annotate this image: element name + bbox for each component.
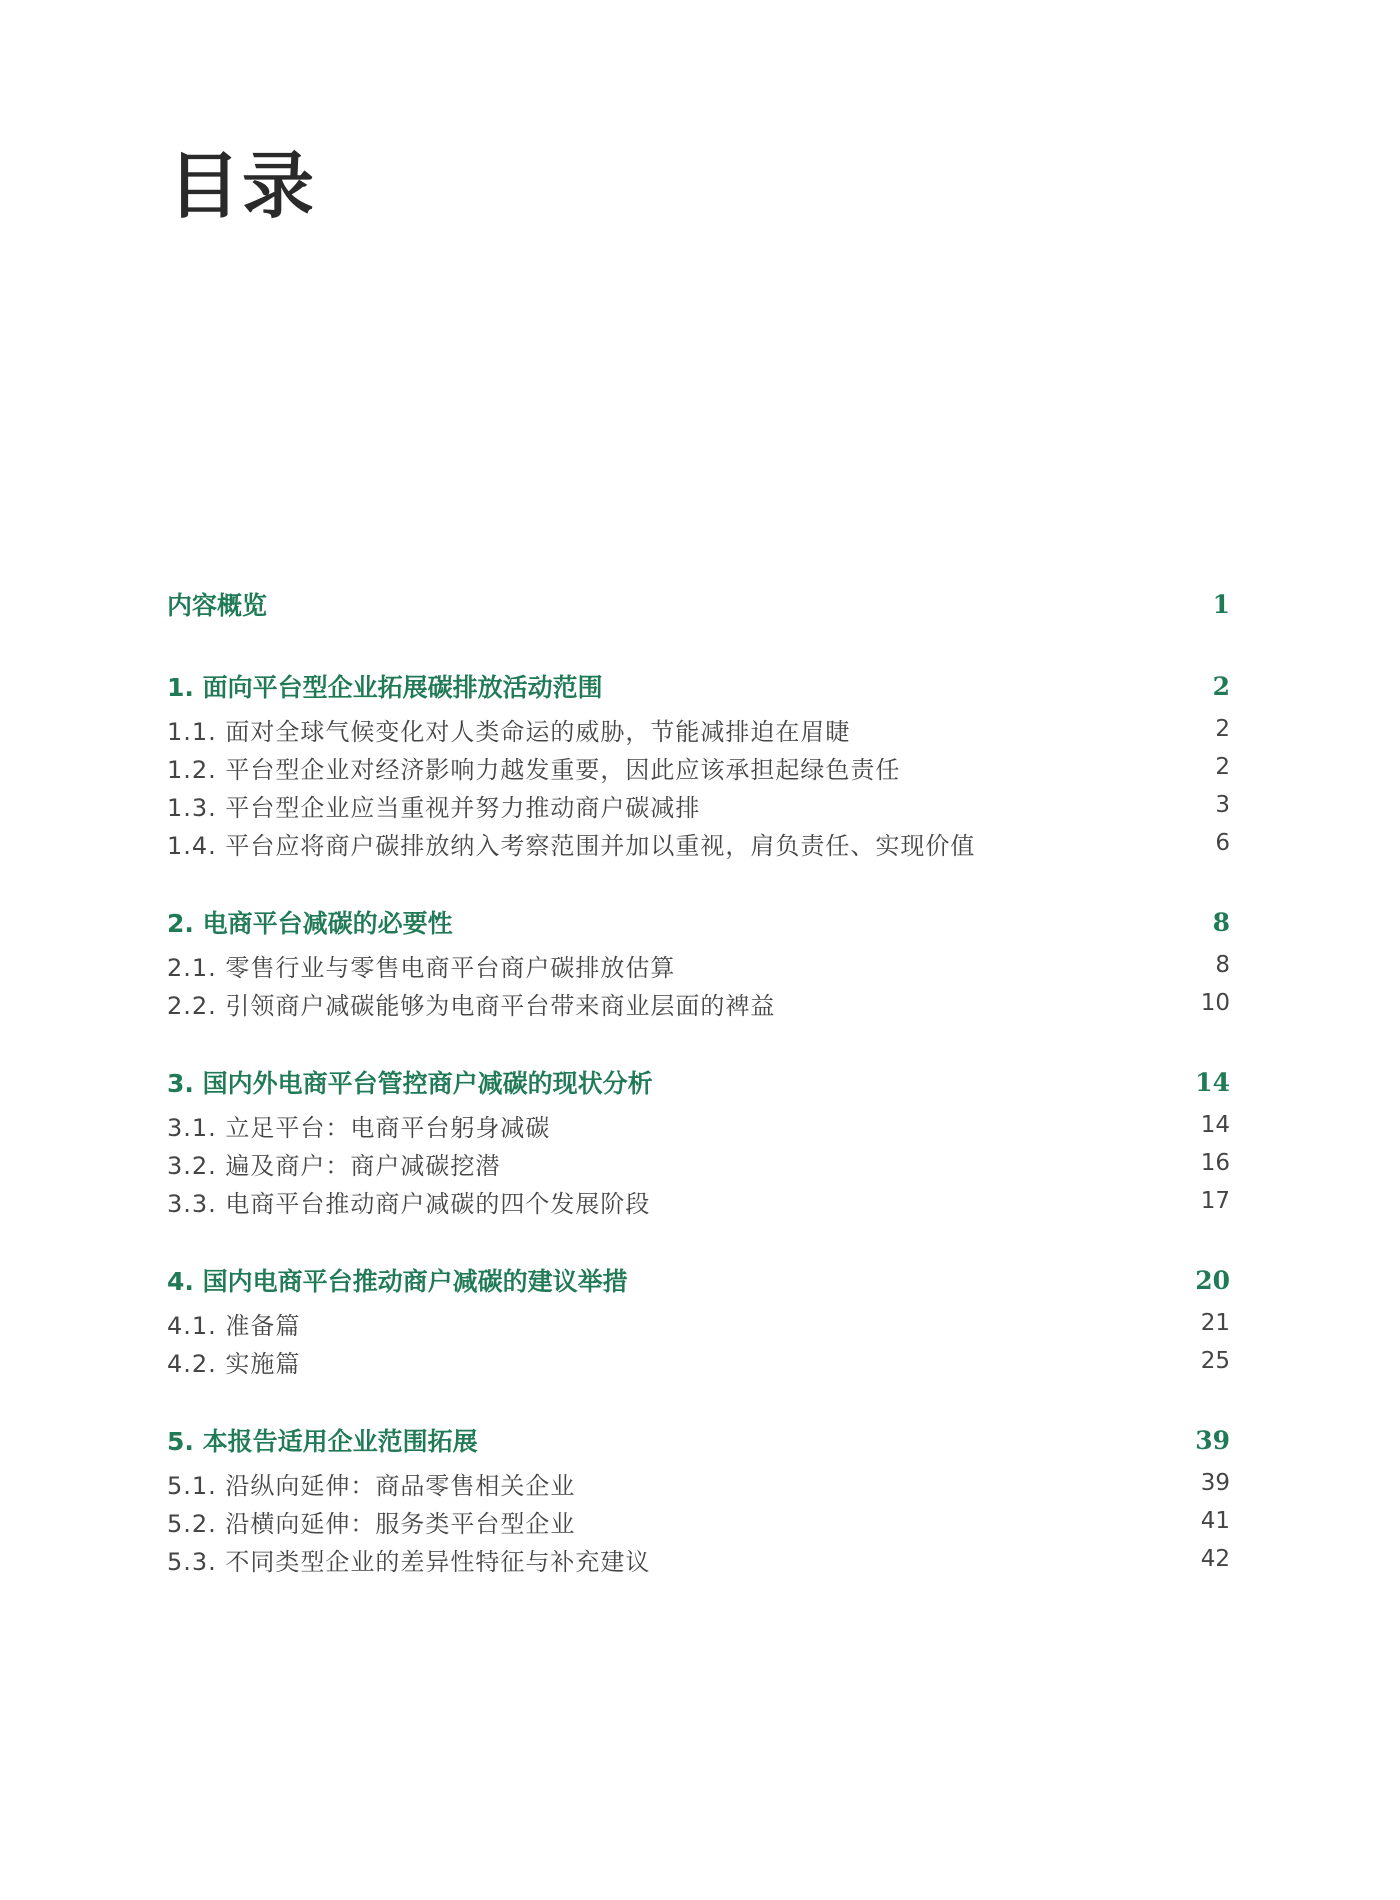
section-title: 4. 国内电商平台推动商户减碳的建议举措 [167,1267,628,1296]
toc-item[interactable] [167,748,1230,786]
item-title: 3.1. 立足平台：电商平台躬身减碳 [167,1113,551,1142]
item-page-number: 8 [1215,952,1230,978]
section-title: 3. 国内外电商平台管控商户减碳的现状分析 [167,1069,653,1098]
item-title: 1.4. 平台应将商户碳排放纳入考察范围并加以重视，肩负责任、实现价值 [167,831,976,860]
toc-item[interactable] [167,1144,1230,1182]
toc-item[interactable] [167,1342,1230,1380]
item-title: 1.3. 平台型企业应当重视并努力推动商户碳减排 [167,793,701,822]
toc-section-heading[interactable] [167,1418,1230,1462]
toc-item[interactable] [167,1182,1230,1220]
section-title: 1. 面向平台型企业拓展碳排放活动范围 [167,673,603,702]
item-page-number: 39 [1200,1470,1230,1496]
toc-section-heading[interactable] [167,1060,1230,1104]
section-page-number: 2 [1212,671,1230,701]
toc-intro-page: 1 [1212,589,1230,619]
item-page-number: 14 [1200,1112,1230,1138]
item-page-number: 3 [1215,792,1230,818]
toc-item[interactable] [167,946,1230,984]
item-page-number: 41 [1200,1508,1230,1534]
item-page-number: 42 [1200,1546,1230,1572]
item-page-number: 16 [1200,1150,1230,1176]
toc-section-heading[interactable] [167,664,1230,708]
item-page-number: 2 [1215,716,1230,742]
toc-section-1 [167,664,1230,862]
section-page-number: 39 [1195,1425,1230,1455]
item-title: 2.2. 引领商户减碳能够为电商平台带来商业层面的裨益 [167,991,776,1020]
item-title: 2.1. 零售行业与零售电商平台商户碳排放估算 [167,953,676,982]
toc-section-3 [167,1060,1230,1220]
section-page-number: 20 [1195,1265,1230,1295]
item-title: 5.2. 沿横向延伸：服务类平台型企业 [167,1509,576,1538]
item-page-number: 6 [1215,830,1230,856]
toc-item[interactable] [167,786,1230,824]
item-title: 4.1. 准备篇 [167,1311,301,1340]
item-title: 5.3. 不同类型企业的差异性特征与补充建议 [167,1547,651,1576]
section-title: 2. 电商平台减碳的必要性 [167,909,453,938]
toc-section-heading[interactable] [167,1258,1230,1302]
item-title: 3.2. 遍及商户：商户减碳挖潜 [167,1151,501,1180]
item-title: 4.2. 实施篇 [167,1349,301,1378]
section-page-number: 8 [1212,907,1230,937]
item-title: 5.1. 沿纵向延伸：商品零售相关企业 [167,1471,576,1500]
section-page-number: 14 [1195,1067,1230,1097]
item-title: 1.2. 平台型企业对经济影响力越发重要，因此应该承担起绿色责任 [167,755,901,784]
item-page-number: 21 [1200,1310,1230,1336]
toc-section-2 [167,900,1230,1022]
toc-item[interactable] [167,984,1230,1022]
item-page-number: 17 [1200,1188,1230,1214]
toc-intro-title: 内容概览 [167,591,268,620]
toc-item[interactable] [167,1304,1230,1342]
item-page-number: 25 [1200,1348,1230,1374]
page-title: 目录 [168,143,317,228]
toc-item[interactable] [167,1502,1230,1540]
item-title: 1.1. 面对全球气候变化对人类命运的威胁，节能减排迫在眉睫 [167,717,851,746]
toc-item[interactable] [167,1540,1230,1578]
toc-section-4 [167,1258,1230,1380]
toc-section-5 [167,1418,1230,1578]
toc-item[interactable] [167,1106,1230,1144]
toc-item[interactable] [167,824,1230,862]
toc-item[interactable] [167,710,1230,748]
item-page-number: 2 [1215,754,1230,780]
item-title: 3.3. 电商平台推动商户减碳的四个发展阶段 [167,1189,651,1218]
toc-item[interactable] [167,1464,1230,1502]
section-title: 5. 本报告适用企业范围拓展 [167,1427,478,1456]
item-page-number: 10 [1200,990,1230,1016]
toc-section-heading[interactable] [167,900,1230,944]
table-of-contents [167,580,1230,1616]
toc-intro-entry[interactable] [167,580,1230,628]
